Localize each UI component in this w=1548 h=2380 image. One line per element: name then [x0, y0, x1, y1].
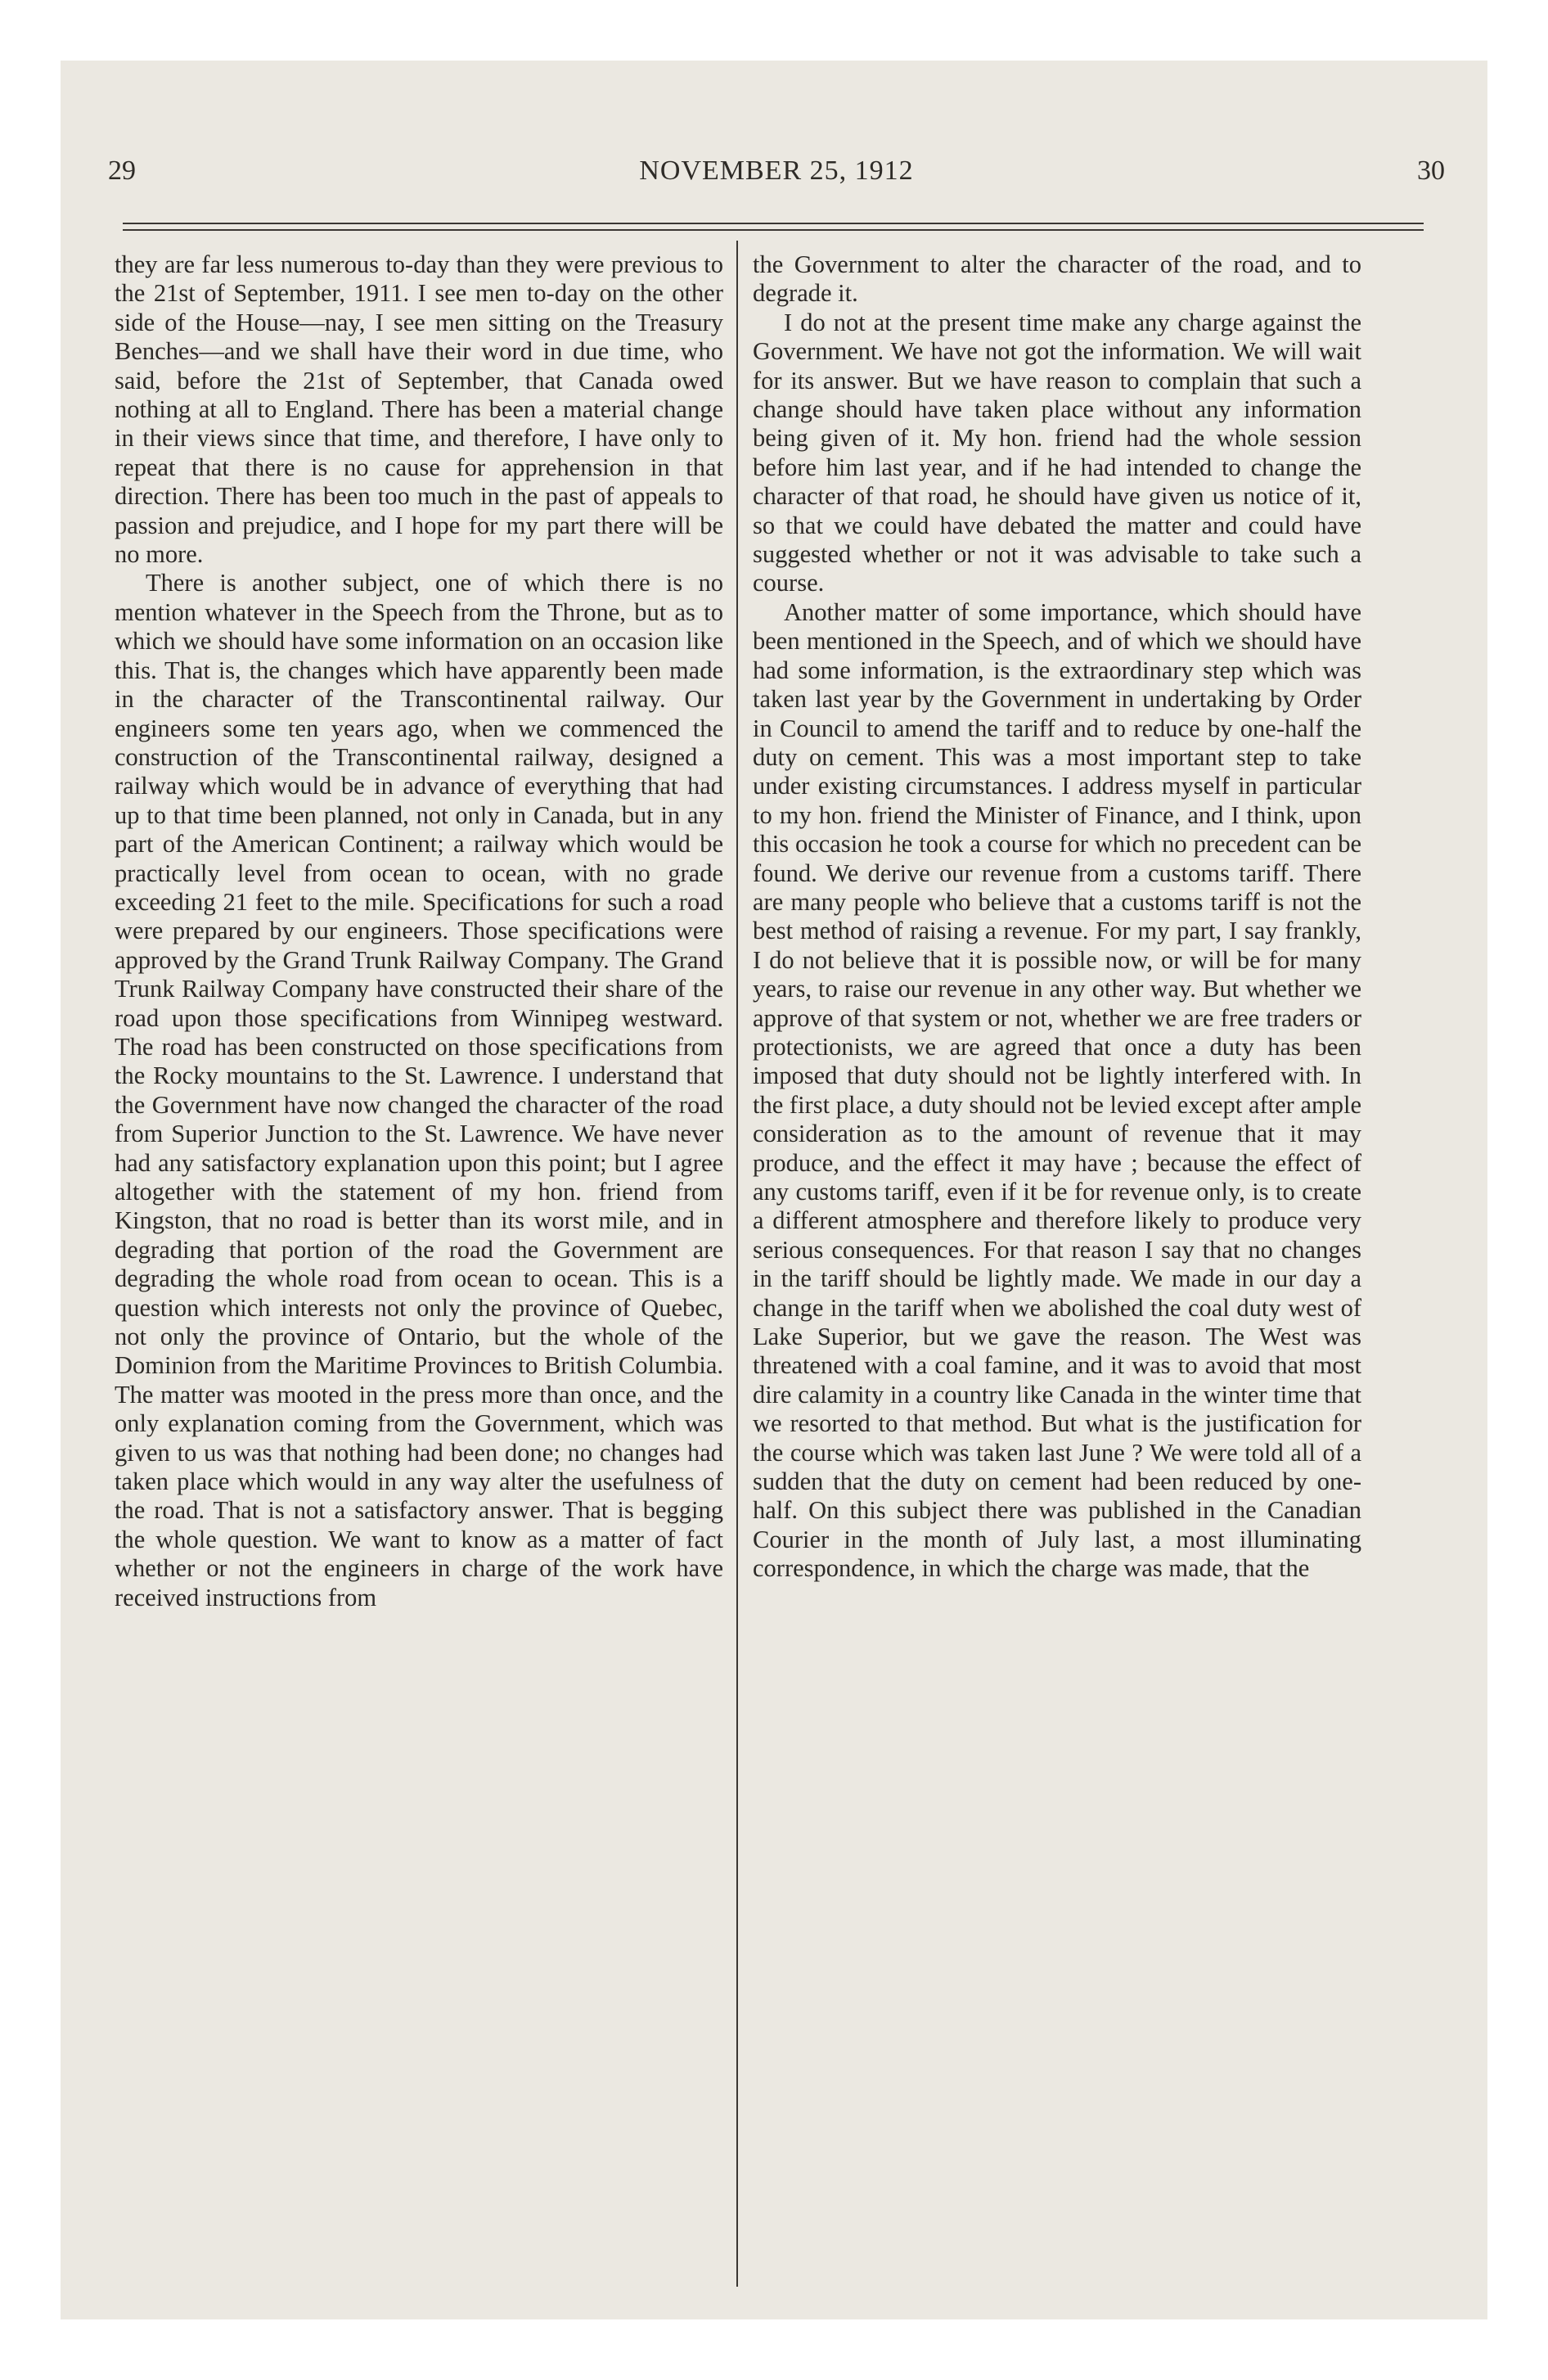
- right-column: [753, 250, 1361, 1584]
- page-header: [108, 151, 1445, 192]
- left-column: [115, 250, 723, 1612]
- paragraph: they are far less numerous to-day than they were previous to the 21st of September, 1911. I see men to-day on the other side of the House—nay, I see men sitting on the Treasury Benches—and we shall have their word in due time, who said, before the 21st of September, that Canada owed nothing at all to England. There has been a material change in their views since that time, and therefore, I have only to repeat that there is no cause for apprehension in that direction. There has been too much in the past of appeals to passion and prejudice, and I hope for my part there will be no more.: [115, 250, 723, 569]
- header-rule-bottom: [123, 229, 1424, 231]
- page-number-right: 30: [1417, 156, 1445, 186]
- paragraph: There is another subject, one of which there is no mention whatever in the Speech from the Throne, but as to which we should have some information on an occasion like this. That is, the changes which have apparently been made in the character of the Transcontinental railway. Our engineers some ten years ago, when we commenced the construction of the Transcontinental railway, designed a railway which would be in advance of everything that had up to that time been planned, not only in Canada, but in any part of the American Continent; a railway which would be practically level from ocean to ocean, with no grade exceeding 21 feet to the mile. Specifications for such a road were prepared by our engineers. Those specifications were approved by the Grand Trunk Railway Company. The Grand Trunk Railway Company have constructed their share of the road upon those specifications from Winnipeg westward. The road has been constructed on those specifications from the Rocky mountains to the St. Lawrence. I understand that the Government have now changed the character of the road from Superior Junction to the St. Lawrence. We have never had any satisfactory explanation upon this point; but I agree altogether with the statement of my hon. friend from Kingston, that no road is better than its worst mile, and in degrading that portion of the road the Government are degrading the whole road from ocean to ocean. This is a question which interests not only the province of Quebec, not only the province of Ontario, but the whole of the Dominion from the Maritime Provinces to British Columbia. The matter was mooted in the press more than once, and the only explanation coming from the Government, which was given to us was that nothing had been done; no changes had taken place which would in any way alter the usefulness of the road. That is not a satisfactory answer. That is begging the whole question. We want to know as a matter of fact whether or not the engineers in charge of the work have received instructions from: [115, 569, 723, 1611]
- scanned-page: [61, 61, 1487, 2319]
- header-rule-top: [123, 223, 1424, 224]
- paragraph: I do not at the present time make any charge against the Government. We have not got the information. We will wait for its answer. But we have reason to complain that such a change should have taken place without any information being given of it. My hon. friend had the whole session before him last year, and if he had intended to change the character of that road, he should have given us notice of it, so that we could have debated the matter and could have suggested whether or not it was advisable to take such a course.: [753, 308, 1361, 597]
- page-date: NOVEMBER 25, 1912: [639, 156, 914, 186]
- paragraph: the Government to alter the character of the road, and to degrade it.: [753, 250, 1361, 308]
- paragraph: Another matter of some importance, which should have been mentioned in the Speech, and of which we should have had some information, is the extraordinary step which was taken last year by the Government in undertaking by Order in Council to amend the tariff and to reduce by one-half the duty on cement. This was a most important step to take under existing circumstances. I address myself in particular to my hon. friend the Minister of Finance, and I think, upon this occasion he took a course for which no precedent can be found. We derive our revenue from a customs tariff. There are many people who believe that a customs tariff is not the best method of raising a revenue. For my part, I say frankly, I do not believe that it is possible now, or will be for many years, to raise our revenue in any other way. But whether we approve of that system or not, whether we are free traders or protectionists, we are agreed that once a duty has been imposed that duty should not be lightly interfered with. In the first place, a duty should not be levied except after ample consideration as to the amount of revenue that it may produce, and the effect it may have ; because the effect of any customs tariff, even if it be for revenue only, is to create a different atmosphere and therefore likely to produce very serious consequences. For that reason I say that no changes in the tariff should be lightly made. We made in our day a change in the tariff when we abolished the coal duty west of Lake Superior, but we gave the reason. The West was threatened with a coal famine, and it was to avoid that most dire calamity in a country like Canada in the winter time that we resorted to that method. But what is the justification for the course which was taken last June ? We were told all of a sudden that the duty on cement had been reduced by one-half. On this subject there was published in the Canadian Courier in the month of July last, a most illuminating correspondence, in which the charge was made, that the: [753, 597, 1361, 1583]
- column-divider: [736, 241, 738, 2287]
- page-number-left: 29: [108, 156, 136, 186]
